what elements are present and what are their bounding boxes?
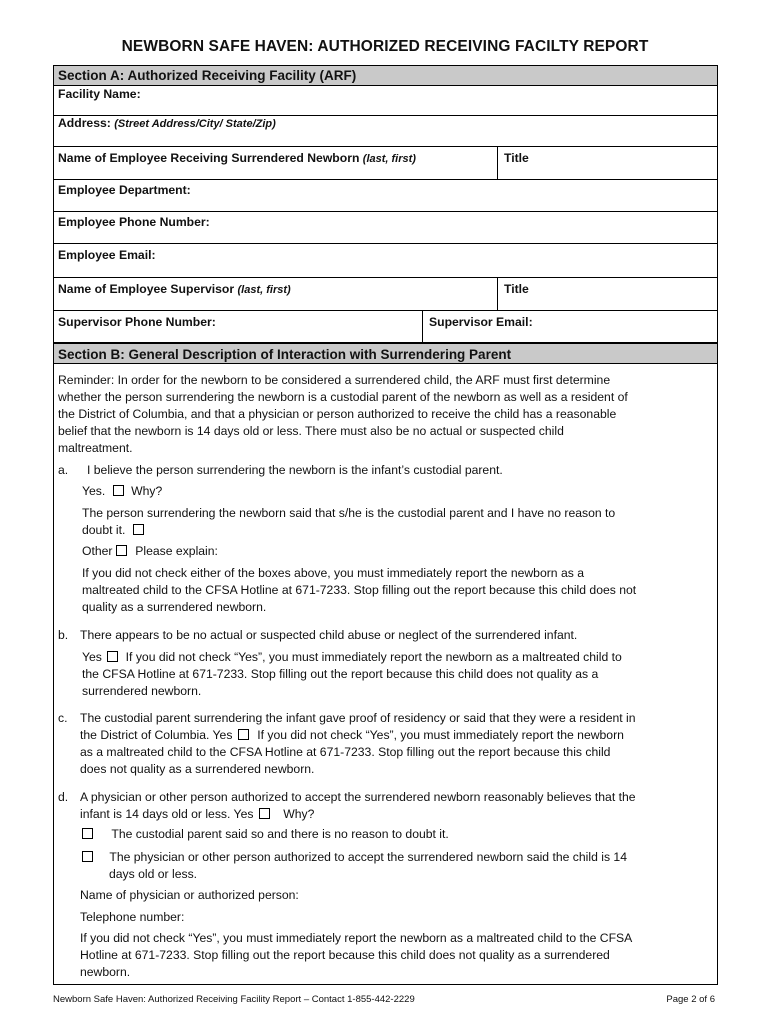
- supervisor-email-label: Supervisor Email:: [429, 315, 533, 329]
- supervisor-title-label: Title: [504, 282, 529, 296]
- yes-label: Yes.: [82, 484, 106, 498]
- phone-field[interactable]: [54, 212, 717, 244]
- explain-label: Please explain:: [135, 544, 218, 558]
- why-label: Why?: [283, 807, 315, 821]
- address-field[interactable]: [54, 116, 717, 147]
- address-label: Address:: [58, 116, 111, 130]
- supervisor-contact-row: [54, 311, 717, 343]
- item-a-option-1: The person surrendering the newborn said that s/he is the custodial parent and I have no reason to doubt it.: [82, 506, 616, 537]
- why-label: Why?: [131, 484, 163, 498]
- page-title: NEWBORN SAFE HAVEN: AUTHORIZED RECEIVING FACILTY REPORT: [121, 38, 649, 55]
- item-a-warning: If you did not check either of the boxes above, you must immediately report the newborn as a maltreated child to the CFSA Hotline at 671-7233. Stop filling out the report because this child does not quality as a surrendered newborn.: [82, 566, 637, 614]
- item-b-body: Yes If you did not check “Yes”, you must immediately report the newborn as a maltreated child to the CFSA Hotline at 671-7233. Stop filling out the report because this child does not quality as a surrendered newborn.: [82, 650, 622, 698]
- item-b-text: There appears to be no actual or suspected child abuse or neglect of the surrendered infant.: [80, 628, 578, 642]
- phone-label: Employee Phone Number:: [58, 215, 210, 229]
- item-a-text: I believe the person surrendering the newborn is the infant’s custodial parent.: [87, 463, 503, 477]
- supervisor-name-label: Name of Employee Supervisor: [58, 282, 235, 296]
- employee-title-label: Title: [504, 151, 529, 165]
- item-b-marker: b.: [58, 628, 69, 642]
- section-a-header: Section A: Authorized Receiving Facility (ARF): [54, 66, 717, 86]
- divider: [497, 278, 498, 310]
- item-c-body: The custodial parent surrendering the infant gave proof of residency or said that they were a resident in the District of Columbia. Yes If you did not check “Yes”, you must immediately report the newborn as a maltreated child to the CFSA Hotline at 671-7233. Stop filling out the report because this child does not quality as a surrendered newborn.: [80, 711, 636, 776]
- reminder-text: Reminder: In order for the newborn to be considered a surrendered child, the ARF must first determine whether the person surrendering the newborn is a custodial parent of the newborn as well as a resident of the District of Columbia, and that a physician or person authorized to receive the child has a reasonable belief that the newborn is 14 days old or less. There must also be no actual or suspected child maltreatment.: [58, 373, 628, 455]
- employee-name-hint: (last, first): [362, 153, 416, 165]
- physician-name-label: Name of physician or authorized person:: [80, 888, 299, 902]
- yes-label: Yes: [82, 650, 102, 664]
- report-form: [53, 65, 718, 985]
- supervisor-phone-label: Supervisor Phone Number:: [58, 315, 216, 329]
- item-d-option-2: The physician or other person authorized to accept the surrendered newborn said the child is 14 days old or less.: [82, 849, 627, 883]
- other-label: Other: [82, 544, 113, 558]
- address-hint: (Street Address/City/ State/Zip): [114, 118, 276, 130]
- item-d-marker: d.: [58, 790, 69, 804]
- page-number: Page 2 of 6: [666, 994, 715, 1005]
- item-d-body: A physician or other person authorized to accept the surrendered newborn reasonably believes that the infant is 14 days old or less. Yes Why?: [80, 790, 636, 821]
- item-a-other-line: [82, 543, 218, 560]
- facility-name-label: Facility Name:: [58, 87, 141, 101]
- telephone-label: Telephone number:: [80, 910, 185, 924]
- yes-checkbox[interactable]: [238, 729, 249, 740]
- divider: [497, 147, 498, 179]
- item-d-option-1: The custodial parent said so and there is no reason to doubt it.: [82, 826, 449, 843]
- item-a-marker: a.: [58, 463, 69, 477]
- section-b-header: Section B: General Description of Interaction with Surrendering Parent: [54, 343, 717, 364]
- supervisor-name-row: [54, 278, 717, 311]
- yes-checkbox[interactable]: [259, 808, 270, 819]
- employee-name-row: [54, 147, 717, 180]
- footer-contact: Newborn Safe Haven: Authorized Receiving Facility Report – Contact 1-855-442-2229: [53, 994, 415, 1005]
- item-c-marker: c.: [58, 711, 68, 725]
- employee-name-label: Name of Employee Receiving Surrendered Newborn: [58, 151, 360, 165]
- item-d-warning: If you did not check “Yes”, you must immediately report the newborn as a maltreated child to the CFSA Hotline at 671-7233. Stop filling out the report because this child does not quality as a surrendered newborn.: [80, 931, 633, 979]
- department-label: Employee Department:: [58, 183, 191, 197]
- email-field[interactable]: [54, 244, 717, 278]
- reason-1-checkbox[interactable]: [82, 828, 93, 839]
- facility-name-field[interactable]: [54, 86, 717, 116]
- yes-checkbox[interactable]: [107, 651, 118, 662]
- doubt-checkbox[interactable]: [133, 524, 144, 535]
- divider: [422, 311, 423, 342]
- other-checkbox[interactable]: [116, 545, 127, 556]
- reason-2-checkbox[interactable]: [82, 851, 93, 862]
- supervisor-name-hint: (last, first): [237, 284, 291, 296]
- email-label: Employee Email:: [58, 248, 156, 262]
- item-a-yes-line: [82, 483, 162, 500]
- yes-checkbox[interactable]: [113, 485, 124, 496]
- department-field[interactable]: [54, 180, 717, 212]
